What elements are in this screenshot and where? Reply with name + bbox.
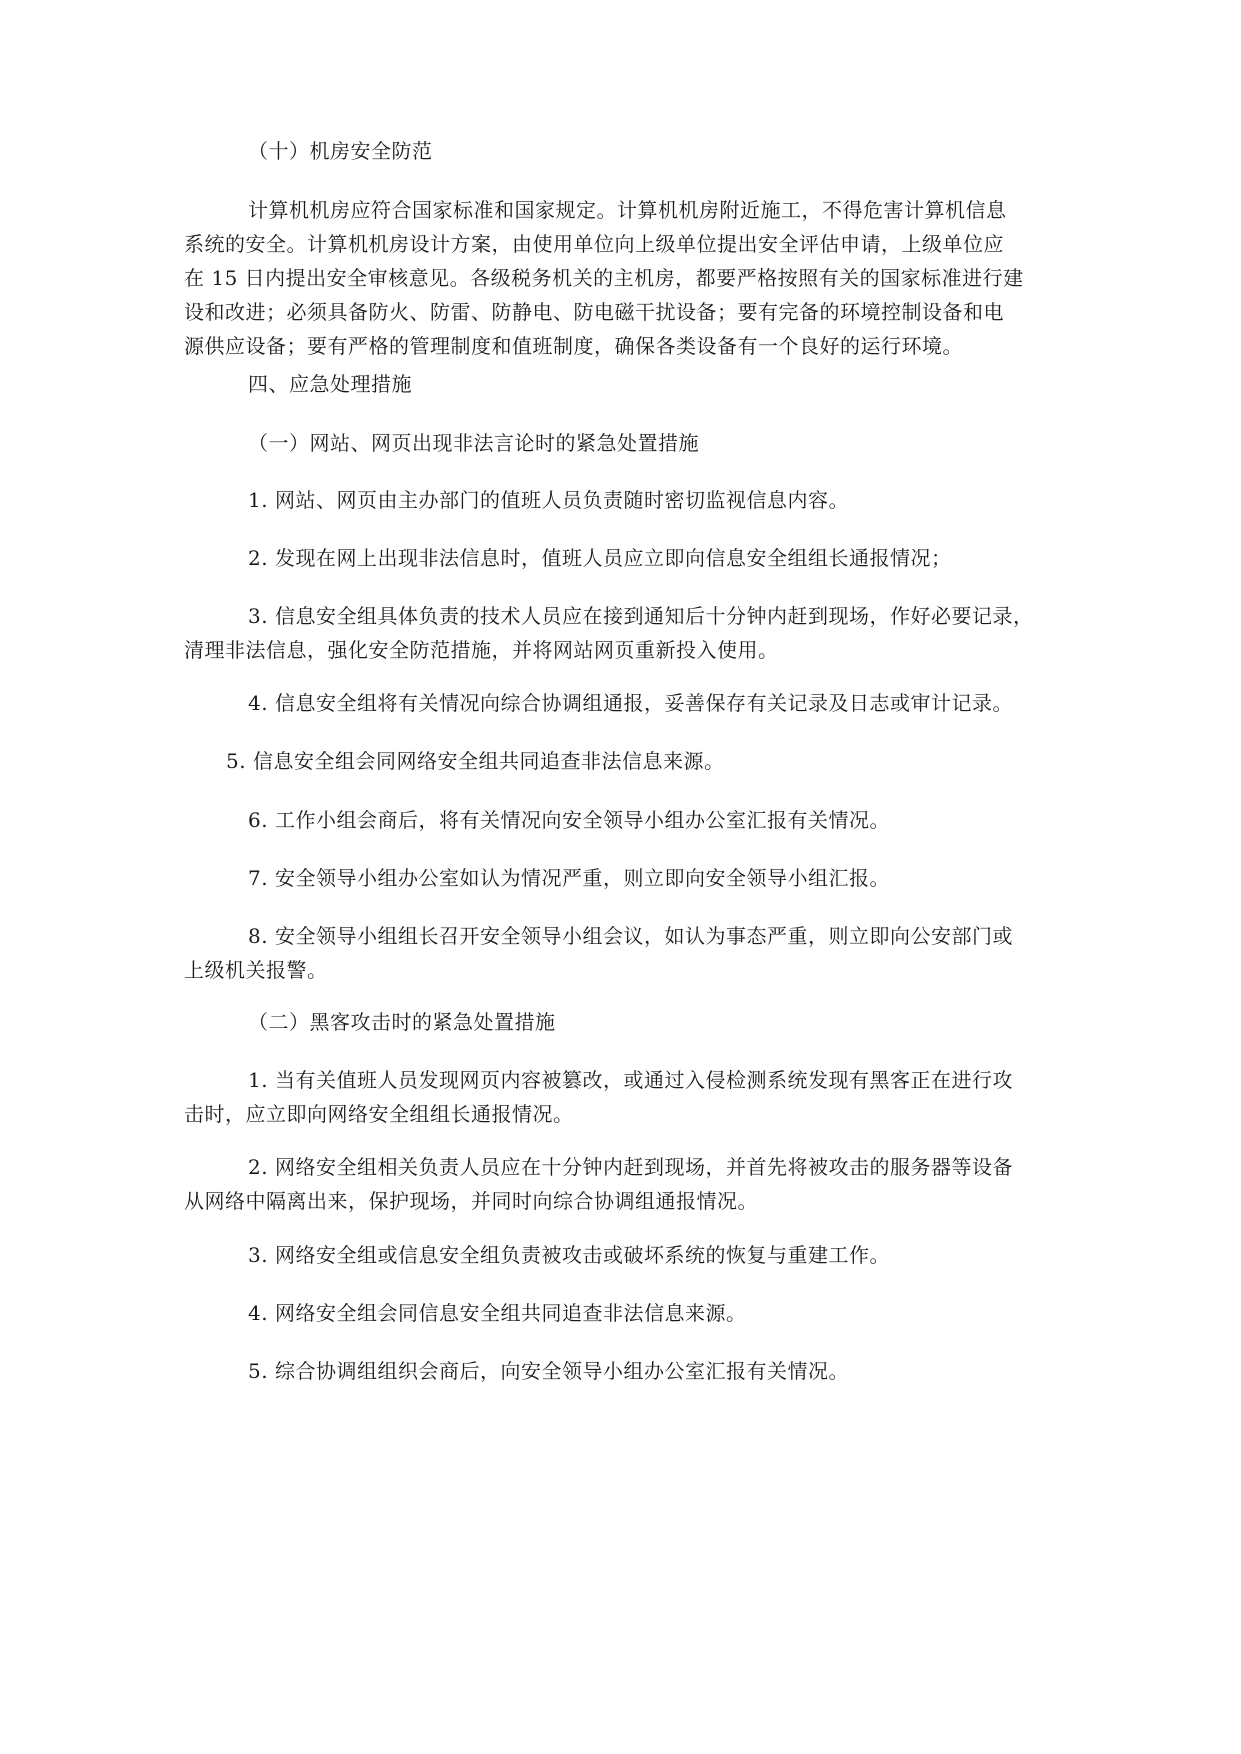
text-line: 上级机关报警。 [184, 958, 328, 982]
list-item: 4. 网络安全组会同信息安全组共同追查非法信息来源。 [248, 1301, 747, 1325]
text-line: 系统的安全。计算机机房设计方案，由使用单位向上级单位提出安全评估申请，上级单位应 [184, 232, 1004, 256]
subsection-heading-website: （一）网站、网页出现非法言论时的紧急处置措施 [248, 431, 699, 455]
text-line: 2. 网络安全组相关负责人员应在十分钟内赶到现场，并首先将被攻击的服务器等设备 [248, 1155, 1013, 1179]
list-item [184, 1150, 1064, 1218]
list-item: 3. 网络安全组或信息安全组负责被攻击或破坏系统的恢复与重建工作。 [248, 1243, 890, 1267]
text-line: 从网络中隔离出来，保护现场，并同时向综合协调组通报情况。 [184, 1189, 758, 1213]
text-line: 在 15 日内提出安全审核意见。各级税务机关的主机房，都要严格按照有关的国家标准进行建 [184, 266, 1024, 290]
list-item: 2. 发现在网上出现非法信息时，值班人员应立即向信息安全组组长通报情况； [248, 546, 952, 570]
text-line: 3. 信息安全组具体负责的技术人员应在接到通知后十分钟内赶到现场，作好必要记录， [248, 604, 1034, 628]
section-heading-machine-room: （十）机房安全防范 [248, 139, 433, 163]
list-item [184, 919, 1064, 987]
list-item: 1. 网站、网页由主办部门的值班人员负责随时密切监视信息内容。 [248, 488, 849, 512]
text-line: 击时，应立即向网络安全组组长通报情况。 [184, 1102, 574, 1126]
list-item [184, 599, 1064, 667]
text-line: 计算机机房应符合国家标准和国家规定。计算机机房附近施工，不得危害计算机信息 [248, 198, 1007, 222]
text-line: 8. 安全领导小组组长召开安全领导小组会议，如认为事态严重，则立即向公安部门或 [248, 924, 1013, 948]
text-line: 清理非法信息，强化安全防范措施，并将网站网页重新投入使用。 [184, 638, 779, 662]
subsection-heading-hacker: （二）黑客攻击时的紧急处置措施 [248, 1010, 556, 1034]
list-item: 4. 信息安全组将有关情况向综合协调组通报，妥善保存有关记录及日志或审计记录。 [248, 691, 1013, 715]
list-item: 7. 安全领导小组办公室如认为情况严重，则立即向安全领导小组汇报。 [248, 866, 890, 890]
list-item: 5. 信息安全组会同网络安全组共同追查非法信息来源。 [226, 749, 725, 773]
text-line: 设和改进；必须具备防火、防雷、防静电、防电磁干扰设备；要有完备的环境控制设备和电 [184, 300, 1004, 324]
list-item: 6. 工作小组会商后，将有关情况向安全领导小组办公室汇报有关情况。 [248, 808, 890, 832]
list-item: 5. 综合协调组组织会商后，向安全领导小组办公室汇报有关情况。 [248, 1359, 849, 1383]
paragraph-machine-room-body [184, 193, 1064, 363]
text-line: 源供应设备；要有严格的管理制度和值班制度，确保各类设备有一个良好的运行环境。 [184, 334, 963, 358]
list-item [184, 1063, 1064, 1131]
text-line: 1. 当有关值班人员发现网页内容被篡改，或通过入侵检测系统发现有黑客正在进行攻 [248, 1068, 1013, 1092]
section-heading-emergency: 四、应急处理措施 [248, 372, 412, 396]
